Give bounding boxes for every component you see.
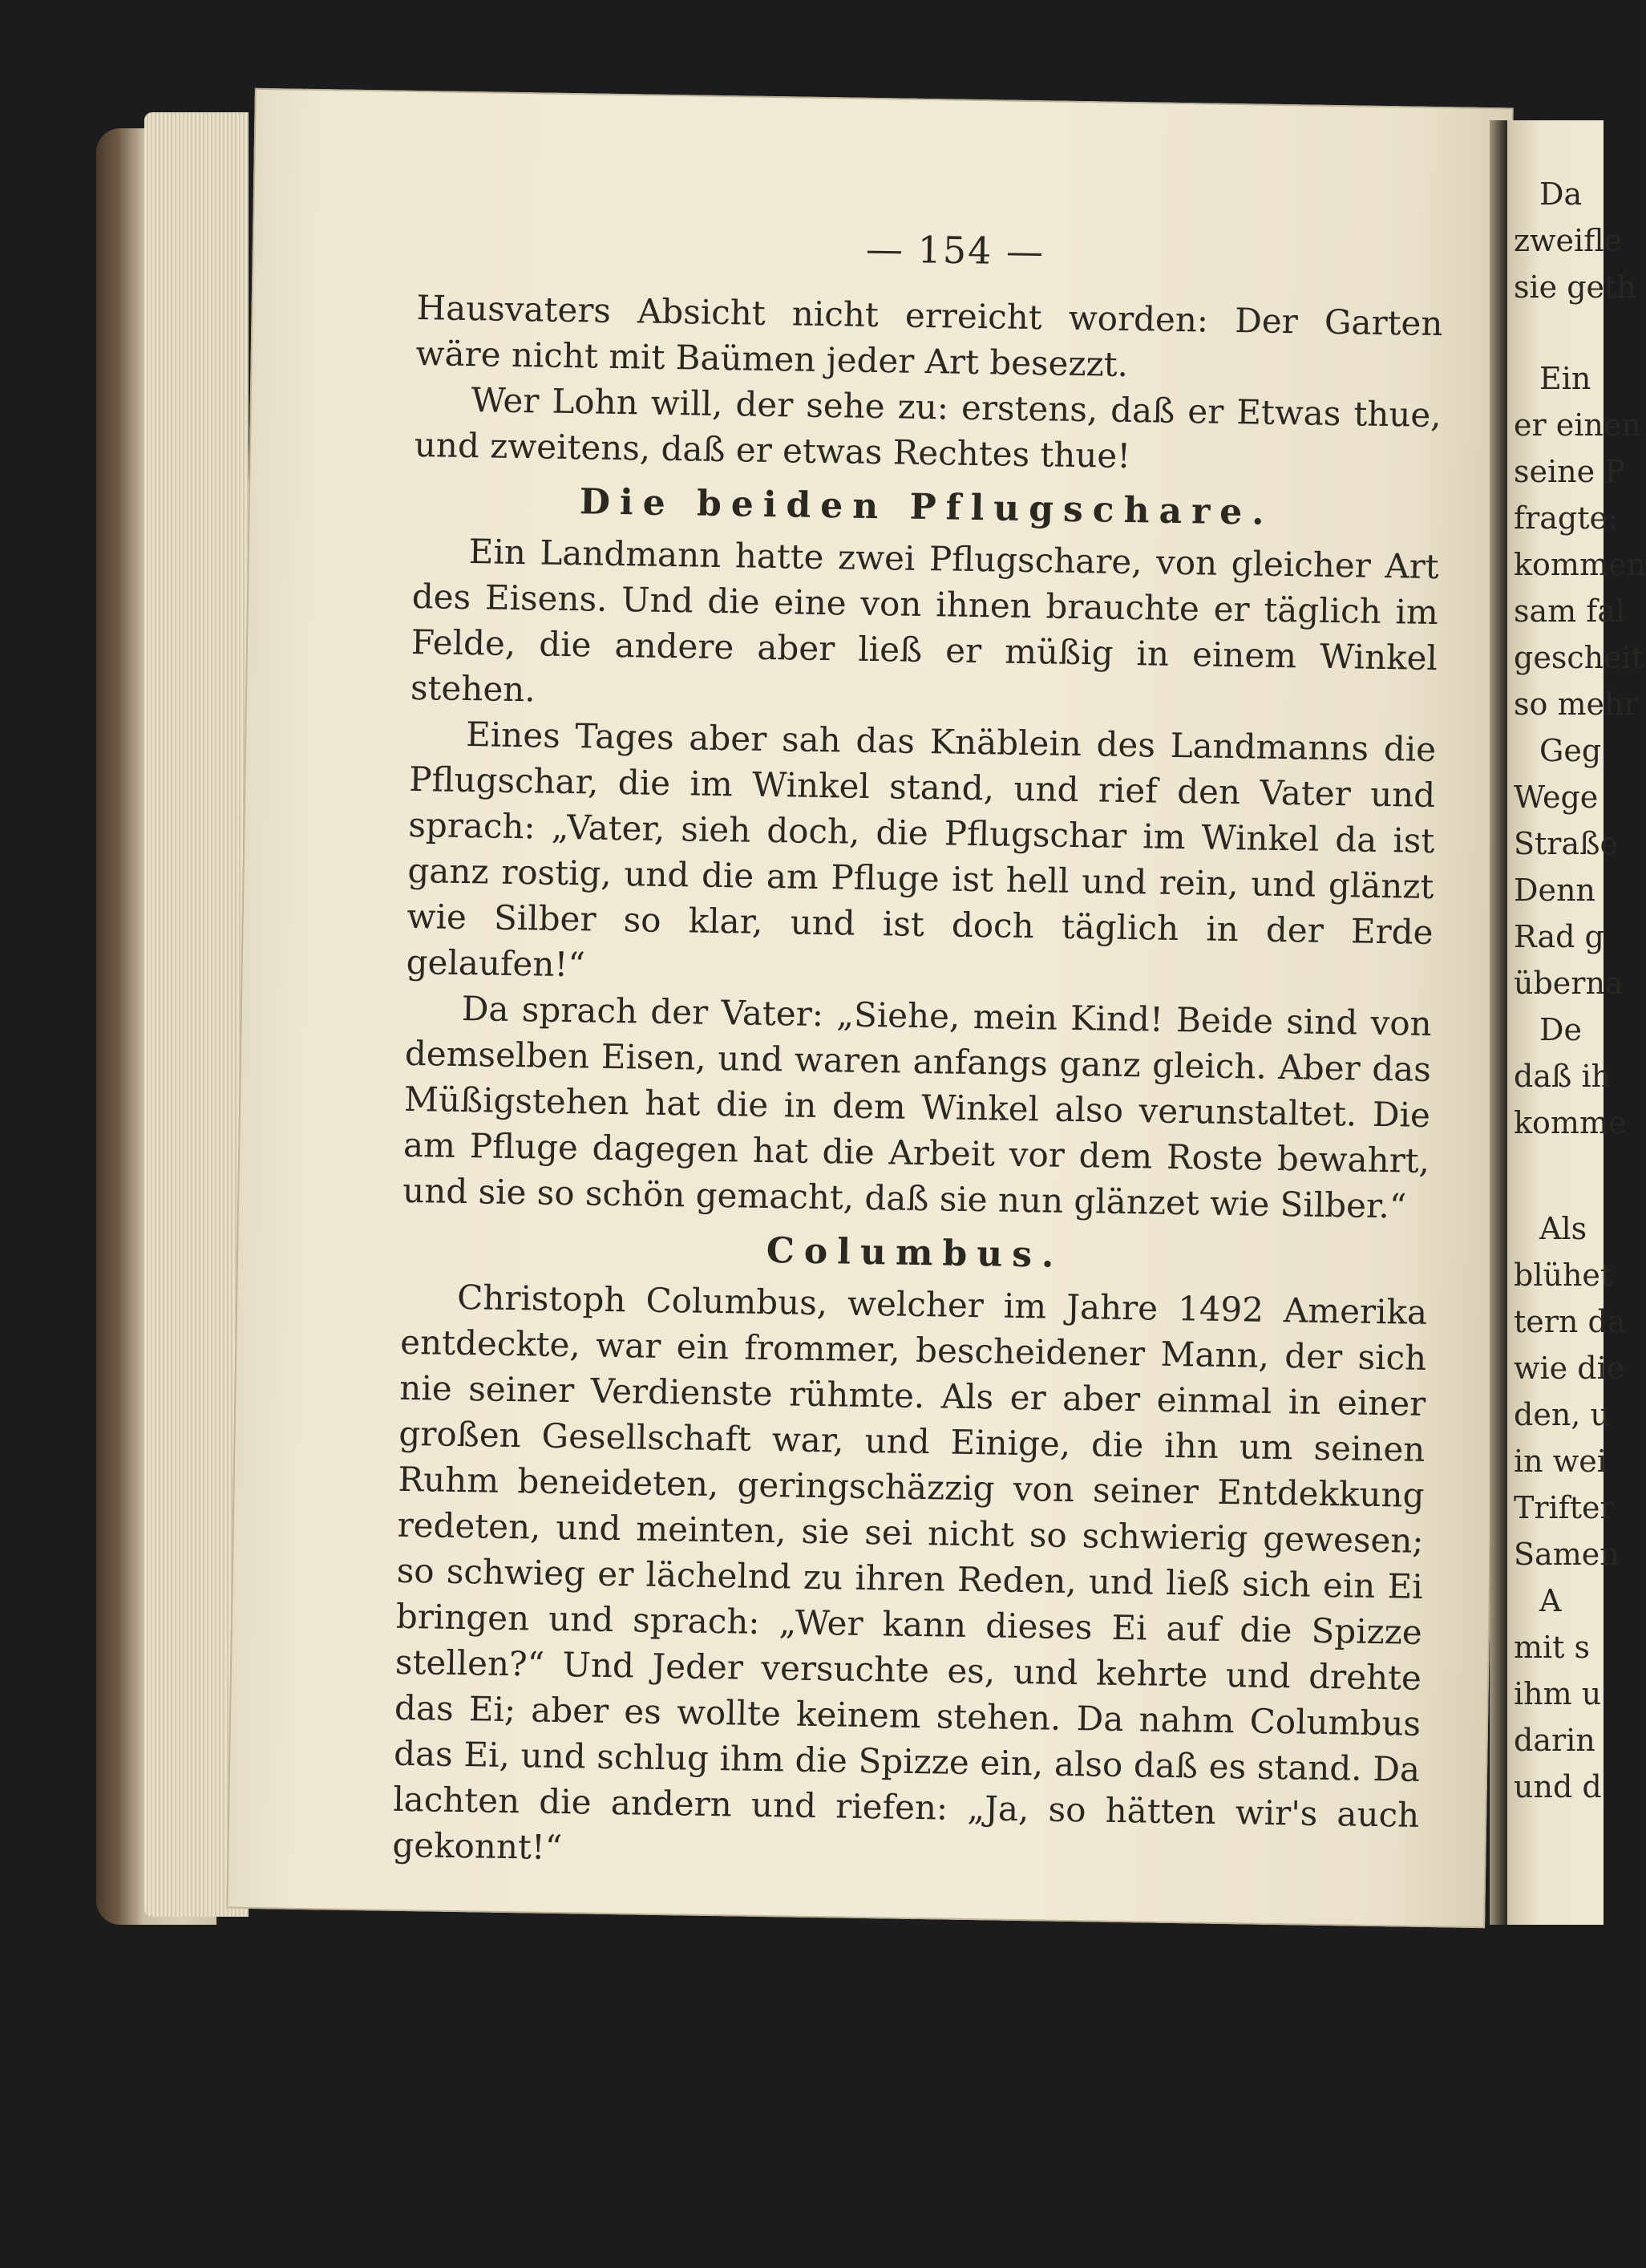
paragraph: Hausvaters Absicht nicht erreicht worden: Der Garten wäre nicht mit Baümen jeder Art besezzt. [415, 287, 1443, 384]
facing-page-line: blühet [1514, 1258, 1613, 1293]
facing-page-line: Wege [1514, 780, 1599, 815]
facing-page-line: kommen [1514, 547, 1646, 582]
facing-page-line: komme [1514, 1105, 1627, 1140]
facing-page-line: wie die [1514, 1351, 1625, 1386]
facing-page-line: so mehr [1514, 686, 1639, 722]
facing-page-line: seine P [1514, 454, 1625, 489]
facing-page-line: in wei [1514, 1444, 1607, 1479]
facing-page-line: Ein [1539, 361, 1591, 396]
facing-page-line: Als [1539, 1211, 1587, 1246]
facing-page-line: ihm u [1514, 1676, 1602, 1711]
facing-page-line: Geg [1539, 733, 1602, 768]
paragraph: Ein Landmann hatte zwei Pflugschare, von gleicher Art des Eisens. Und die eine von ihnen brauchte er täglich im Felde, die andere aber ließ er müßig in einem Winkel stehen. [410, 532, 1440, 710]
facing-page-line: Samen [1514, 1537, 1620, 1572]
facing-page-line: fragte: [1514, 500, 1618, 536]
page-number: — 154 — [865, 227, 1045, 273]
paragraph: Christoph Columbus, welcher im Jahre 1492 Amerika entdeckte, war ein frommer, bescheidener Mann, der sich nie seiner Verdienste rühmte. Als er aber einmal in einer großen Gesellschaft war, und Einige, die ihn um seinen Ruhm beneideten, geringschäzzig von seiner Entdekkung redeten, und meinten, sie sei nicht so schwierig gewesen; so schwieg er lächelnd zu ihren Reden, und ließ sich ein Ei bringen und sprach: „Wer kann dieses Ei auf die Spizze stellen?“ Und Jeder versuchte es, und kehrte und drehte das Ei; aber es wollte keinem stehen. Da nahm Columbus das Ei, und schlug ihm die Spizze ein, also daß es stand. Da lachten die andern und riefen: „Ja, so hätten wir's auch gekonnt!“ [392, 1277, 1428, 1868]
facing-page-line: den, u [1514, 1397, 1610, 1432]
facing-page-line: er einen [1514, 407, 1641, 443]
page-content [392, 285, 1459, 1884]
facing-page-line: mit s [1514, 1630, 1591, 1665]
facing-page-line: gescheit [1514, 640, 1644, 675]
facing-page-line: Da [1539, 176, 1583, 212]
facing-page-line: tern da [1514, 1304, 1626, 1339]
facing-page-line: De [1539, 1012, 1582, 1047]
facing-page-line: Rad g [1514, 919, 1604, 954]
facing-page-line: Straße [1514, 826, 1618, 861]
facing-page-line: sam fal [1514, 593, 1626, 629]
facing-page-line: darin [1514, 1723, 1595, 1758]
facing-page-line: A [1539, 1583, 1562, 1618]
facing-page-line: zweifle [1514, 223, 1623, 258]
section-title: Die beiden Pflugschare. [579, 481, 1274, 533]
paragraph: Da sprach der Vater: „Siehe, mein Kind! Beide sind von demselben Eisen, und waren anfangs ganz gleich. Aber das Müßigstehen hat die in dem Winkel also verunstaltet. Die am Pfluge dagegen hat die Arbeit vor dem Roste bewahrt, und sie so schön gemacht, daß sie nun glänzet wie Silber.“ [402, 988, 1433, 1226]
facing-page-line: daß ih [1514, 1059, 1612, 1094]
paragraph: Eines Tages aber sah das Knäblein des Landmanns die Pflugschar, die im Winkel stand, und rief den Vater und sprach: „Vater, sieh doch, die Pflugschar im Winkel da ist ganz rostig, und die am Pfluge ist hell und rein, und glänzt wie Silber so klar, und ist doch täglich in der Erde gelaufen!“ [406, 715, 1437, 985]
facing-page-line: Trifter [1514, 1490, 1615, 1525]
facing-page-line: Denn [1514, 873, 1595, 908]
paragraph: Wer Lohn will, der sehe zu: erstens, daß er Etwas thue, und zweitens, daß er etwas Rechtes thue! [414, 380, 1442, 476]
facing-page [1507, 120, 1646, 1925]
facing-page-line: überna [1514, 966, 1624, 1001]
facing-page-line: sie geth [1514, 269, 1636, 305]
facing-page-line: und d [1514, 1769, 1602, 1804]
section-title: Columbus. [766, 1229, 1064, 1276]
